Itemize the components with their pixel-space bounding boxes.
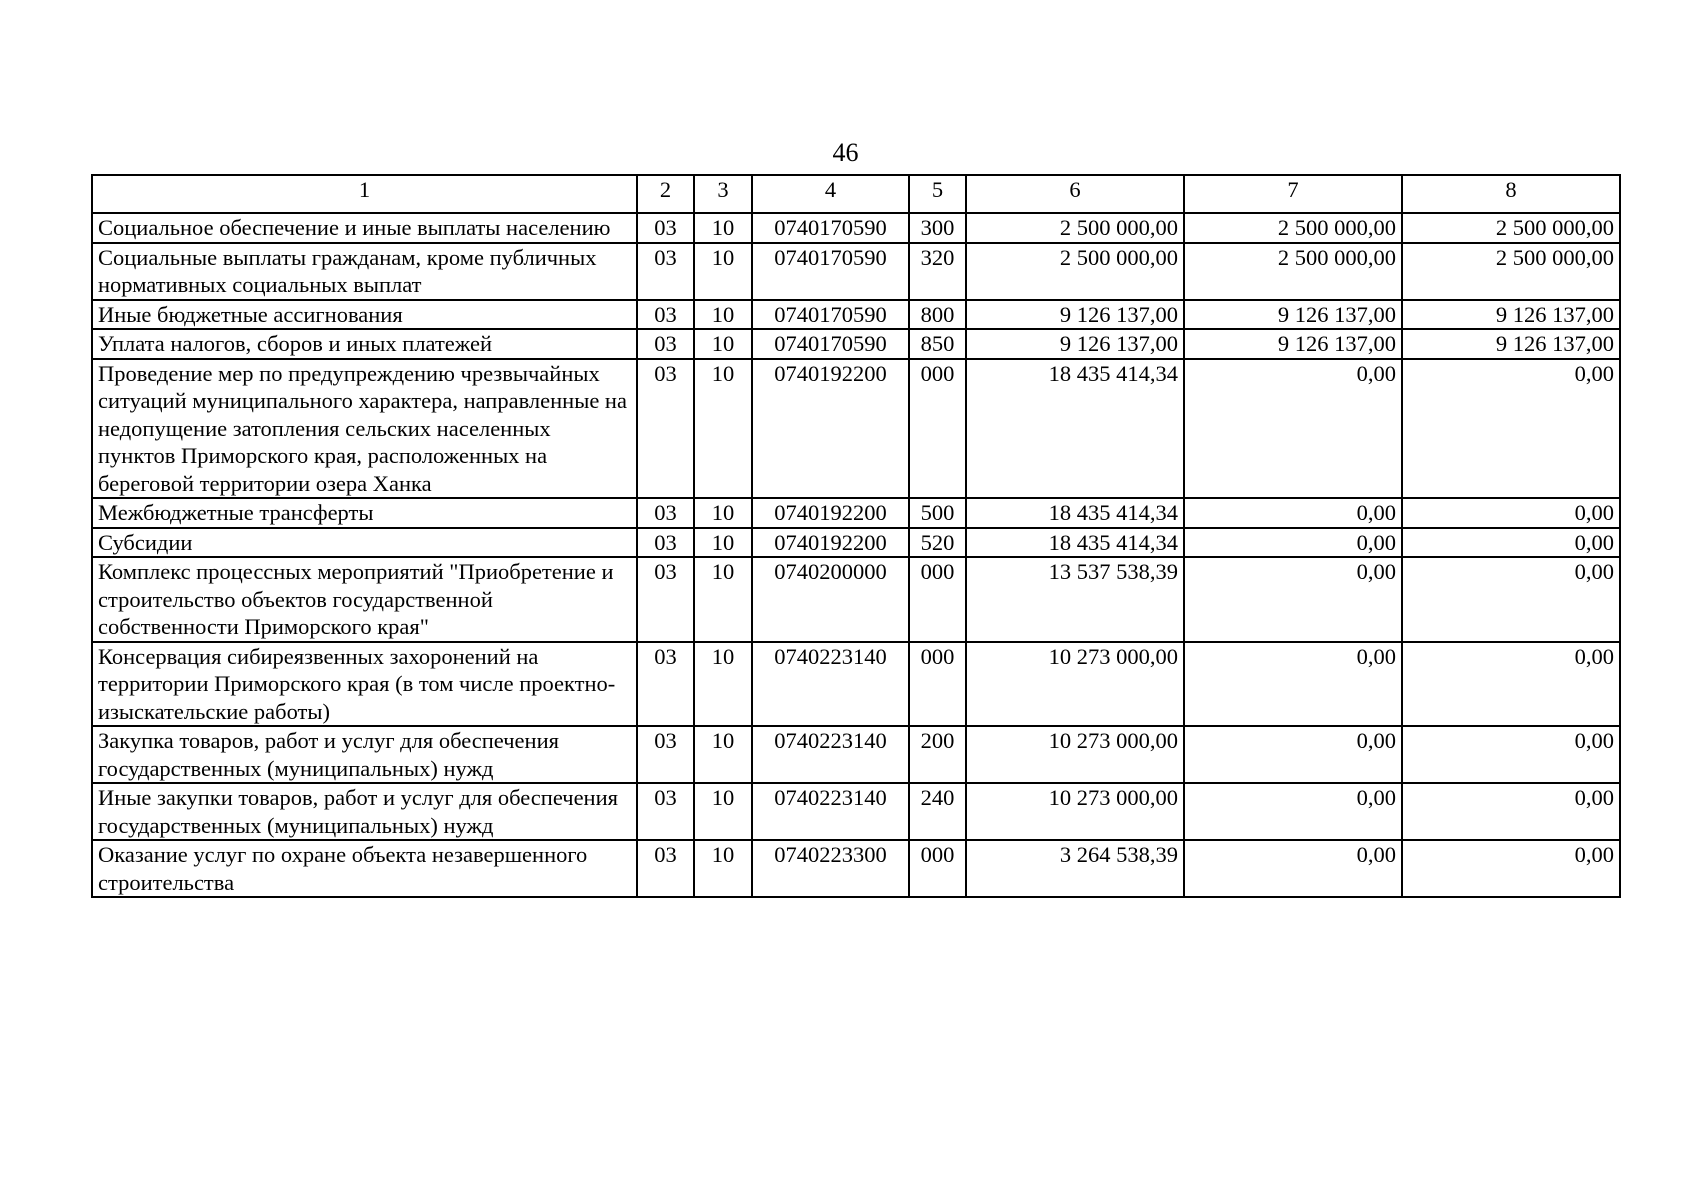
amount-col6-cell: 3 264 538,39 [966,840,1184,897]
row-name-cell: Оказание услуг по охране объекта незавершенного строительства [92,840,637,897]
table-row [92,840,1620,897]
column-header: 4 [752,175,909,213]
target-article-cell: 0740223300 [752,840,909,897]
section-code-cell: 03 [637,783,694,840]
subsection-code-cell: 10 [694,726,752,783]
section-code-cell: 03 [637,359,694,499]
amount-col7-cell: 0,00 [1184,557,1402,642]
section-code-cell: 03 [637,329,694,359]
table-row [92,359,1620,499]
header-row [92,175,1620,213]
target-article-cell: 0740223140 [752,783,909,840]
amount-col7-cell: 0,00 [1184,642,1402,727]
target-article-cell: 0740223140 [752,642,909,727]
amount-col6-cell: 13 537 538,39 [966,557,1184,642]
subsection-code-cell: 10 [694,300,752,330]
section-code-cell: 03 [637,300,694,330]
expense-type-cell: 000 [909,557,966,642]
amount-col8-cell: 0,00 [1402,528,1620,558]
amount-col8-cell: 0,00 [1402,498,1620,528]
row-name-cell: Иные бюджетные ассигнования [92,300,637,330]
amount-col8-cell: 0,00 [1402,840,1620,897]
column-header: 1 [92,175,637,213]
expense-type-cell: 850 [909,329,966,359]
expense-type-cell: 500 [909,498,966,528]
row-name-cell: Проведение мер по предупреждению чрезвычайных ситуаций муниципального характера, направленные на недопущение затопления сельских населенных пунктов Приморского края, расположенных на береговой территории озера Ханка [92,359,637,499]
subsection-code-cell: 10 [694,528,752,558]
row-name-cell: Закупка товаров, работ и услуг для обеспечения государственных (муниципальных) нужд [92,726,637,783]
row-name-cell: Субсидии [92,528,637,558]
amount-col8-cell: 9 126 137,00 [1402,300,1620,330]
row-name-cell: Иные закупки товаров, работ и услуг для обеспечения государственных (муниципальных) нужд [92,783,637,840]
amount-col7-cell: 0,00 [1184,840,1402,897]
table-row [92,557,1620,642]
target-article-cell: 0740170590 [752,213,909,243]
row-name-cell: Межбюджетные трансферты [92,498,637,528]
subsection-code-cell: 10 [694,213,752,243]
section-code-cell: 03 [637,213,694,243]
table-row [92,783,1620,840]
table-row [92,642,1620,727]
amount-col7-cell: 0,00 [1184,726,1402,783]
amount-col6-cell: 2 500 000,00 [966,243,1184,300]
row-name-cell: Социальное обеспечение и иные выплаты населению [92,213,637,243]
target-article-cell: 0740170590 [752,329,909,359]
table-row [92,329,1620,359]
section-code-cell: 03 [637,642,694,727]
expense-type-cell: 000 [909,840,966,897]
amount-col7-cell: 0,00 [1184,498,1402,528]
amount-col6-cell: 18 435 414,34 [966,498,1184,528]
amount-col8-cell: 0,00 [1402,783,1620,840]
expense-type-cell: 000 [909,359,966,499]
subsection-code-cell: 10 [694,329,752,359]
amount-col8-cell: 0,00 [1402,726,1620,783]
target-article-cell: 0740223140 [752,726,909,783]
amount-col6-cell: 18 435 414,34 [966,528,1184,558]
table-row [92,213,1620,243]
amount-col6-cell: 9 126 137,00 [966,329,1184,359]
amount-col7-cell: 0,00 [1184,359,1402,499]
target-article-cell: 0740170590 [752,300,909,330]
expense-type-cell: 520 [909,528,966,558]
row-name-cell: Консервация сибиреязвенных захоронений на территории Приморского края (в том числе проектно-изыскательские работы) [92,642,637,727]
row-name-cell: Социальные выплаты гражданам, кроме публичных нормативных социальных выплат [92,243,637,300]
expense-type-cell: 240 [909,783,966,840]
section-code-cell: 03 [637,840,694,897]
table-row [92,243,1620,300]
amount-col7-cell: 9 126 137,00 [1184,329,1402,359]
amount-col7-cell: 0,00 [1184,528,1402,558]
amount-col7-cell: 2 500 000,00 [1184,243,1402,300]
subsection-code-cell: 10 [694,642,752,727]
expense-type-cell: 320 [909,243,966,300]
amount-col8-cell: 2 500 000,00 [1402,243,1620,300]
column-header: 8 [1402,175,1620,213]
amount-col8-cell: 0,00 [1402,642,1620,727]
expense-type-cell: 800 [909,300,966,330]
subsection-code-cell: 10 [694,840,752,897]
amount-col8-cell: 0,00 [1402,359,1620,499]
amount-col8-cell: 9 126 137,00 [1402,329,1620,359]
subsection-code-cell: 10 [694,359,752,499]
table-row [92,498,1620,528]
amount-col6-cell: 18 435 414,34 [966,359,1184,499]
column-header: 5 [909,175,966,213]
table-row [92,300,1620,330]
section-code-cell: 03 [637,243,694,300]
row-name-cell: Уплата налогов, сборов и иных платежей [92,329,637,359]
amount-col7-cell: 9 126 137,00 [1184,300,1402,330]
subsection-code-cell: 10 [694,783,752,840]
target-article-cell: 0740170590 [752,243,909,300]
subsection-code-cell: 10 [694,243,752,300]
column-header: 7 [1184,175,1402,213]
section-code-cell: 03 [637,528,694,558]
amount-col6-cell: 10 273 000,00 [966,783,1184,840]
amount-col6-cell: 10 273 000,00 [966,642,1184,727]
row-name-cell: Комплекс процессных мероприятий "Приобретение и строительство объектов государственной собственности Приморского края" [92,557,637,642]
subsection-code-cell: 10 [694,498,752,528]
column-header: 6 [966,175,1184,213]
table-row [92,726,1620,783]
section-code-cell: 03 [637,557,694,642]
section-code-cell: 03 [637,726,694,783]
target-article-cell: 0740192200 [752,528,909,558]
expense-type-cell: 200 [909,726,966,783]
expense-type-cell: 000 [909,642,966,727]
page-number: 46 [832,138,859,167]
amount-col7-cell: 2 500 000,00 [1184,213,1402,243]
target-article-cell: 0740192200 [752,359,909,499]
amount-col6-cell: 2 500 000,00 [966,213,1184,243]
target-article-cell: 0740200000 [752,557,909,642]
section-code-cell: 03 [637,498,694,528]
amount-col6-cell: 9 126 137,00 [966,300,1184,330]
amount-col6-cell: 10 273 000,00 [966,726,1184,783]
amount-col8-cell: 0,00 [1402,557,1620,642]
expense-type-cell: 300 [909,213,966,243]
table-row [92,528,1620,558]
column-header: 2 [637,175,694,213]
amount-col7-cell: 0,00 [1184,783,1402,840]
amount-col8-cell: 2 500 000,00 [1402,213,1620,243]
budget-table [91,174,1621,898]
target-article-cell: 0740192200 [752,498,909,528]
subsection-code-cell: 10 [694,557,752,642]
column-header: 3 [694,175,752,213]
